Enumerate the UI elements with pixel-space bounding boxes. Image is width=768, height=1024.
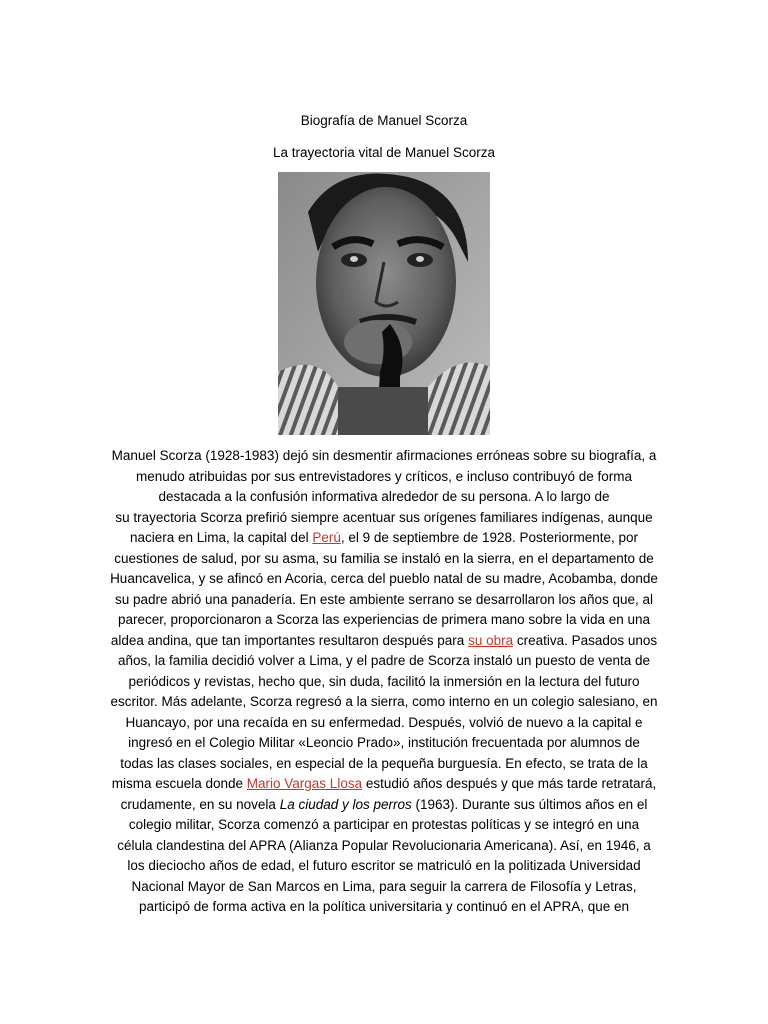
body-line: [96, 528, 672, 549]
document-subtitle: La trayectoria vital de Manuel Scorza: [272, 145, 496, 160]
body-line: Manuel Scorza (1928-1983) dejó sin desmentir afirmaciones erróneas sobre su biografía, a: [111, 448, 657, 463]
portrait-photo: [278, 172, 490, 435]
line-text: creativa. Pasados unos: [513, 632, 658, 648]
body-line: su padre abrió una panadería. En este ambiente serrano se desarrollaron los años que, al: [114, 591, 654, 607]
body-line: todas las clases sociales, en especial de la pequeña burguesía. En efecto, se trata de la: [120, 755, 648, 771]
body-line: escritor. Más adelante, Scorza regresó a la sierra, como interno en un colegio salesiano, en: [110, 694, 658, 709]
line-text: naciera en Lima, la capital del: [129, 530, 313, 545]
line-text: aldea andina, que tan importantes resultaron después para: [110, 632, 469, 648]
body-line: menudo atribuidas por sus entrevistadores y críticos, e incluso contribuyó de forma: [136, 468, 632, 484]
body-line: célula clandestina del APRA (Alianza Popular Revolucionaria Americana). Así, en 1946, a: [117, 837, 651, 853]
book-title: La ciudad y los perros: [279, 796, 412, 812]
body-line: cuestiones de salud, por su asma, su familia se instaló en la sierra, en el departamento de: [114, 550, 654, 566]
body-line: años, la familia decidió volver a Lima, y el padre de Scorza instaló un puesto de venta de: [117, 653, 651, 668]
line-text: crudamente, en su novela: [120, 796, 280, 812]
biography-body: [96, 446, 672, 918]
body-line: destacada a la confusión informativa alrededor de su persona. A lo largo de: [158, 489, 610, 504]
document-title: Biografía de Manuel Scorza: [300, 113, 468, 128]
body-line: participó de forma activa en la política universitaria y continuó en el APRA, que en: [138, 899, 630, 914]
body-line: colegio militar, Scorza comenzó a participar en protestas políticas y se integró en una: [128, 817, 640, 832]
body-line: [96, 774, 672, 795]
inline-link[interactable]: Perú: [312, 530, 341, 545]
inline-link[interactable]: su obra: [468, 632, 514, 648]
body-line: su trayectoria Scorza prefirió siempre acentuar sus orígenes familiares indígenas, aunque: [115, 509, 653, 525]
body-line: los dieciocho años de edad, el futuro escritor se matriculó en la politizada Universidad: [127, 858, 641, 873]
line-text: (1963). Durante sus últimos años en el: [411, 796, 648, 812]
body-line: parecer, proporcionaron a Scorza las experiencias de primera mano sobre la vida en una: [117, 612, 651, 627]
inline-link[interactable]: Mario Vargas Llosa: [246, 776, 363, 791]
body-line: ingresó en el Colegio Militar «Leoncio Prado», institución frecuentada por alumnos de: [128, 735, 640, 750]
body-line: Huancavelica, y se afincó en Acoria, cerca del pueblo natal de su madre, Acobamba, donde: [110, 571, 658, 586]
body-line: [96, 795, 672, 816]
body-line: periódicos y revistas, hecho que, sin duda, facilitó la inmersión en la lectura del futuro: [128, 673, 640, 689]
body-line: Nacional Mayor de San Marcos en Lima, para seguir la carrera de Filosofía y Letras,: [131, 878, 637, 894]
line-text: , el 9 de septiembre de 1928. Posteriormente, por: [340, 530, 639, 545]
line-text: estudió años después y que más tarde retratará,: [362, 776, 657, 791]
line-text: misma escuela donde: [111, 776, 247, 791]
body-line: Huancayo, por una recaída en su enfermedad. Después, volvió de nuevo a la capital e: [125, 714, 643, 730]
body-line: [96, 631, 672, 652]
